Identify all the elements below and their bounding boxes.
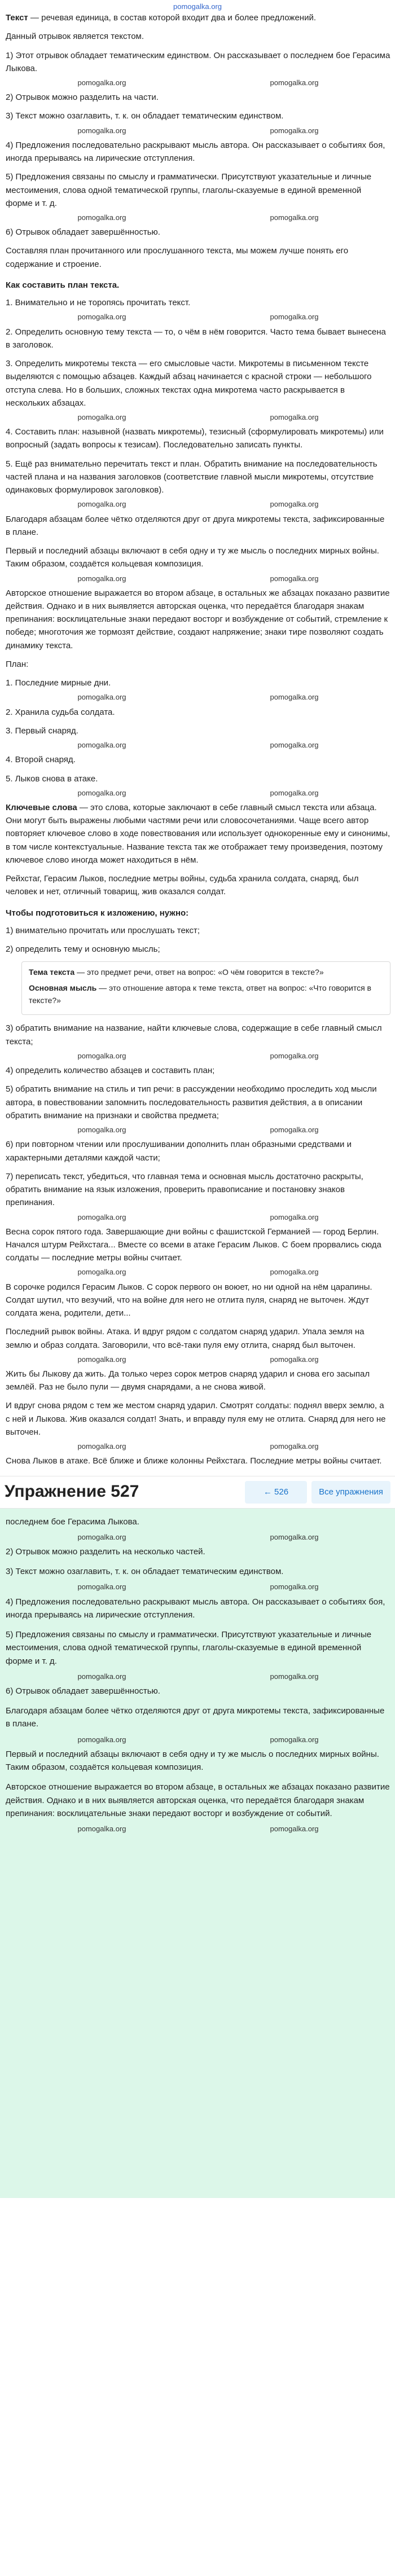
how-step: Авторское отношение выражается во втором абзаце, в остальных же абзацах показано развитие действия. Однако и в них выявляется авторская оценка, что передаётся благодаря знакам препинания: восклицательные знаки передают восторг и возбуждение от событий, стремление к победе; многоточия же тормозят действие, создают напряжение; знаки тире позволяют создать динамику текста.	[6, 588, 390, 650]
watermark-row	[6, 212, 390, 223]
watermark-row	[6, 1532, 390, 1543]
keyword-term: Ключевые слова	[6, 802, 77, 812]
watermark-text: pomogalka.org	[270, 1126, 319, 1135]
answer-block	[0, 1509, 395, 2198]
watermark-text: pomogalka.org	[77, 574, 126, 583]
keyword-definition	[6, 801, 390, 867]
watermark-text: pomogalka.org	[270, 788, 319, 797]
intro-rest: — речевая единица, в состав которой входит два и более предложений.	[28, 13, 317, 23]
watermark-text: pomogalka.org	[270, 213, 319, 222]
watermark-text: pomogalka.org	[77, 1126, 126, 1135]
story-paragraph: Последний рывок войны. Атака. И вдруг рядом с солдатом снаряд ударил. Упала земля на землю и образ солдата. Заговорили, что всё-таки пуля ему отлита, снаряд был выточен.	[6, 1327, 365, 1350]
definition-box	[21, 961, 390, 1015]
plan-item: 5. Лыков снова в атаке.	[6, 773, 98, 784]
answer-paragraph: 4) Предложения последовательно раскрывают мысль автора. Он рассказывает о событиях боя, иногда прерываясь на лирические отступления.	[6, 1597, 385, 1620]
watermark-row	[6, 788, 390, 799]
plan-item: 2. Хранила судьба солдата.	[6, 707, 115, 717]
exercise-title: Упражнение 527	[5, 1482, 139, 1501]
watermark-text: pomogalka.org	[77, 1051, 126, 1060]
how-step: Благодаря абзацам более чётко отделяются друг от друга микротемы текста, зафиксированные в плане.	[6, 514, 385, 537]
watermark-row	[6, 1212, 390, 1223]
watermark-row	[6, 311, 390, 323]
prepare-step: 6) при повторном чтении или прослушивании дополнить план образными средствами и характерными деталями каждой части;	[6, 1140, 352, 1163]
prepare-step: 2) определить тему и основную мысль;	[6, 944, 160, 955]
main-content	[0, 11, 395, 1468]
watermark-row	[6, 1734, 390, 1746]
keywords-list: Рейхстаг, Герасим Лыков, последние метры войны, судьба хранила солдата, снаряд, был человек и нет, отличный товарищ, жив оказался солдат.	[6, 874, 359, 897]
answer-paragraph: последнем бое Герасима Лыкова.	[6, 1516, 139, 1527]
answer-paragraph: 5) Предложения связаны по смыслу и грамматически. Присутствуют указательные и личные местоимения, слова одной тематической группы, глаголы-сказуемые в единой временной форме и т. д.	[6, 1630, 372, 1666]
story-paragraph: И вдруг снова рядом с тем же местом снаряд ударил. Смотрят солдаты: поднял вверх землю, а с ней и Лыкова. Жив оказался солдат! Знать, и вправду пуля ему не отлита. Снаряд для него не выточен.	[6, 1401, 386, 1437]
watermark-text: pomogalka.org	[77, 1532, 126, 1541]
watermark-row	[6, 1050, 390, 1062]
analysis-item: 5) Предложения связаны по смыслу и грамматически. Присутствуют указательные и личные местоимения, слова одной тематической группы, глаголы-сказуемые в единой временной форме и т. д.	[6, 172, 372, 208]
answer-paragraph: 2) Отрывок можно разделить на несколько частей.	[6, 1546, 205, 1557]
watermark-text: pomogalka.org	[270, 1268, 319, 1277]
watermark-text: pomogalka.org	[77, 413, 126, 422]
theme-def-text: — это предмет речи, ответ на вопрос: «О чём говорится в тексте?»	[74, 968, 324, 977]
watermark-row	[6, 1441, 390, 1452]
how-steps-list	[6, 296, 390, 652]
plan-item: 1. Последние мирные дни.	[6, 678, 111, 688]
given-statement: Данный отрывок является текстом.	[6, 32, 144, 42]
analysis-item: 1) Этот отрывок обладает тематическим единством. Он рассказывает о последнем бое Герасима Лыкова.	[6, 50, 390, 73]
answer-paragraph: 6) Отрывок обладает завершённостью.	[6, 1686, 160, 1696]
watermark-text: pomogalka.org	[77, 1442, 126, 1451]
prepare-steps-rest	[6, 1022, 390, 1223]
watermark-text: pomogalka.org	[270, 1051, 319, 1060]
story-paragraph: Весна сорок пятого года. Завершающие дни войны с фашистской Германией — город Берлин. Начался штурм Рейхстага... Вместе со всеми в атаке Герасим Лыков. С боем прорвались сюда солдаты — последние метры войны считает.	[6, 1227, 381, 1263]
how-heading: Как составить план текста.	[6, 280, 120, 290]
watermark-text: pomogalka.org	[77, 1735, 126, 1744]
watermark-text: pomogalka.org	[270, 1825, 319, 1834]
analysis-item: 6) Отрывок обладает завершённостью.	[6, 227, 160, 238]
all-exercises-button[interactable]: Все упражнения	[311, 1481, 390, 1504]
watermark-text: pomogalka.org	[77, 313, 126, 322]
watermark-row	[6, 1671, 390, 1682]
answer-paragraph: Первый и последний абзацы включают в себя одну и ту же мысль о последних мирных войны. Таким образом, создаётся кольцевая композиция.	[6, 1749, 379, 1773]
prepare-step: 1) внимательно прочитать или прослушать текст;	[6, 925, 200, 935]
watermark-text: pomogalka.org	[270, 574, 319, 583]
watermark-text: pomogalka.org	[77, 1825, 126, 1834]
watermark-text: pomogalka.org	[77, 1268, 126, 1277]
watermark-text: pomogalka.org	[77, 213, 126, 222]
answer-paragraph: Благодаря абзацам более чётко отделяются друг от друга микротемы текста, зафиксированные в плане.	[6, 1706, 385, 1729]
plan-list	[6, 676, 390, 799]
answer-paragraph: Авторское отношение выражается во втором абзаце, в остальных же абзацах показано развитие действия. Однако и в них выявляется авторская оценка, что передаётся благодаря знакам препинания: восклицательные знаки передают восторг и возбуждение от событий.	[6, 1782, 390, 1818]
watermark-text: pomogalka.org	[270, 78, 319, 87]
watermark-row	[6, 125, 390, 137]
analysis-item: 2) Отрывок можно разделить на части.	[6, 93, 159, 103]
exercise-nav-bar	[0, 1476, 395, 1509]
theme-definition	[29, 966, 383, 979]
site-watermark-top: pomogalka.org	[173, 2, 222, 11]
previous-exercise-button[interactable]: ← 526	[245, 1481, 307, 1504]
how-step: 1. Внимательно и не торопясь прочитать текст.	[6, 298, 191, 308]
watermark-text: pomogalka.org	[77, 693, 126, 702]
watermark-text: pomogalka.org	[77, 78, 126, 87]
theme-term: Тема текста	[29, 968, 75, 977]
watermark-text: pomogalka.org	[270, 741, 319, 750]
idea-term: Основная мысль	[29, 983, 97, 993]
watermark-row	[6, 499, 390, 510]
watermark-text: pomogalka.org	[270, 1582, 319, 1592]
watermark-row	[6, 1581, 390, 1593]
analysis-item: 3) Текст можно озаглавить, т. к. он обладает тематическим единством.	[6, 111, 284, 121]
watermark-text: pomogalka.org	[77, 1582, 126, 1592]
watermark-text: pomogalka.org	[77, 500, 126, 509]
watermark-row	[6, 1823, 390, 1835]
plan-item: 4. Второй снаряд.	[6, 755, 76, 765]
watermark-row	[6, 412, 390, 423]
watermark-row	[6, 740, 390, 751]
answer-paragraph: 3) Текст можно озаглавить, т. к. он обладает тематическим единством.	[6, 1567, 284, 1577]
watermark-text: pomogalka.org	[77, 126, 126, 135]
story-text	[6, 1225, 390, 1468]
watermark-text: pomogalka.org	[270, 1212, 319, 1221]
watermark-text: pomogalka.org	[77, 788, 126, 797]
watermark-text: pomogalka.org	[77, 1672, 126, 1681]
watermark-text: pomogalka.org	[270, 413, 319, 422]
watermark-text: pomogalka.org	[270, 1355, 319, 1364]
plan-item: 3. Первый снаряд.	[6, 726, 78, 736]
term-text: Текст	[6, 13, 28, 23]
watermark-row	[6, 692, 390, 703]
story-paragraph: Снова Лыков в атаке. Всё ближе и ближе колонны Рейхстага. Последние метры войны считает.	[6, 1456, 382, 1466]
watermark-row	[6, 1354, 390, 1365]
watermark-text: pomogalka.org	[270, 313, 319, 322]
prepare-step: 4) определить количество абзацев и составить план;	[6, 1066, 215, 1076]
analysis-item: 4) Предложения последовательно раскрывают мысль автора. Он рассказывает о событиях боя, иногда прерываясь на лирические отступления.	[6, 140, 385, 164]
plan-label: План:	[6, 659, 29, 669]
watermark-row	[6, 77, 390, 89]
watermark-text: pomogalka.org	[270, 1532, 319, 1541]
prepare-step: 5) обратить внимание на стиль и тип речи: в рассуждении необходимо проследить ход мысли автора, в повествовании запомнить последовательность развития действия, а в описании обратить внимание на признаки и свойства предмета;	[6, 1084, 377, 1120]
watermark-text: pomogalka.org	[270, 126, 319, 135]
watermark-row	[6, 573, 390, 584]
watermark-text: pomogalka.org	[77, 741, 126, 750]
how-step: 5. Ещё раз внимательно перечитать текст и план. Обратить внимание на последовательность частей плана и на названия заголовков (соответствие главной мысли микротемы, отсутствие одинаковых формулировок заголовков).	[6, 459, 378, 495]
how-step: 2. Определить основную тему текста — то, о чём в нём говорится. Часто тема бывает вынесена в заголовок.	[6, 327, 386, 350]
idea-definition	[29, 982, 383, 1006]
watermark-row	[6, 1124, 390, 1136]
watermark-text: pomogalka.org	[270, 500, 319, 509]
watermark-text: pomogalka.org	[270, 1735, 319, 1744]
watermark-text: pomogalka.org	[270, 1672, 319, 1681]
watermark-text: pomogalka.org	[270, 693, 319, 702]
story-paragraph: Жить бы Лыкову да жить. Да только через сорок метров снаряд ударил и снова его засыпал землёй. Раз не было пули — двумя снарядами, а не снова живой.	[6, 1369, 370, 1392]
analysis-list	[6, 49, 390, 239]
prepare-step: 7) переписать текст, убедиться, что главная тема и основная мысль достаточно раскрыты, обратить внимание на язык изложения, проверить правописание и постановку знаков препинания.	[6, 1171, 363, 1208]
idea-def-text: — это отношение автора к теме текста, ответ на вопрос: «Что говорится в тексте?»	[29, 983, 371, 1005]
how-step: 3. Определить микротемы текста — его смысловые части. Микротемы в письменном тексте выделяются с помощью абзацев. Каждый абзац начинается с красной строки — небольшого отступа слева. Но в больших, сложных текстах одна микротема часто раскрывается в нескольких абзацах.	[6, 359, 372, 408]
watermark-text: pomogalka.org	[270, 1442, 319, 1451]
how-step: 4. Составить план: назывной (назвать микротемы), тезисный (сформулировать микротемы) или вопросный (задать вопросы к тезисам). Последовательно записать пункты.	[6, 427, 384, 450]
watermark-text: pomogalka.org	[77, 1355, 126, 1364]
story-paragraph: В сорочке родился Герасим Лыков. С сорок первого он воюет, но ни одной на нём царапины. Солдат шутил, что везучий, что на войне для него не отлита пуля, снаряд не выточен. Ждут солдата жена, родители, дети...	[6, 1282, 372, 1318]
keyword-def-text: — это слова, которые заключают в себе главный смысл текста или абзаца. Они могут быть выражены любыми частями речи или словосочетаниями. Чаще всего автор повторяет ключевое слово в ходе повествования или использует однокоренные ему и синонимы, в том числе контекстуальные. Название текста так же отображает тему произведения, поэтому ключевое слово иногда может находиться в нём.	[6, 802, 390, 865]
prepare-heading: Чтобы подготовиться к изложению, нужно:	[6, 908, 189, 918]
watermark-row	[6, 1267, 390, 1278]
intro-paragraph	[6, 11, 390, 24]
prepare-step: 3) обратить внимание на название, найти ключевые слова, содержащие в себе главный смысл текста;	[6, 1023, 382, 1047]
plan-intro: Составляя план прочитанного или прослушанного текста, мы можем лучше понять его содержание и строение.	[6, 246, 349, 269]
how-step: Первый и последний абзацы включают в себя одну и ту же мысль о последних мирных войны. Таким образом, создаётся кольцевая композиция.	[6, 546, 379, 569]
watermark-text: pomogalka.org	[77, 1212, 126, 1221]
